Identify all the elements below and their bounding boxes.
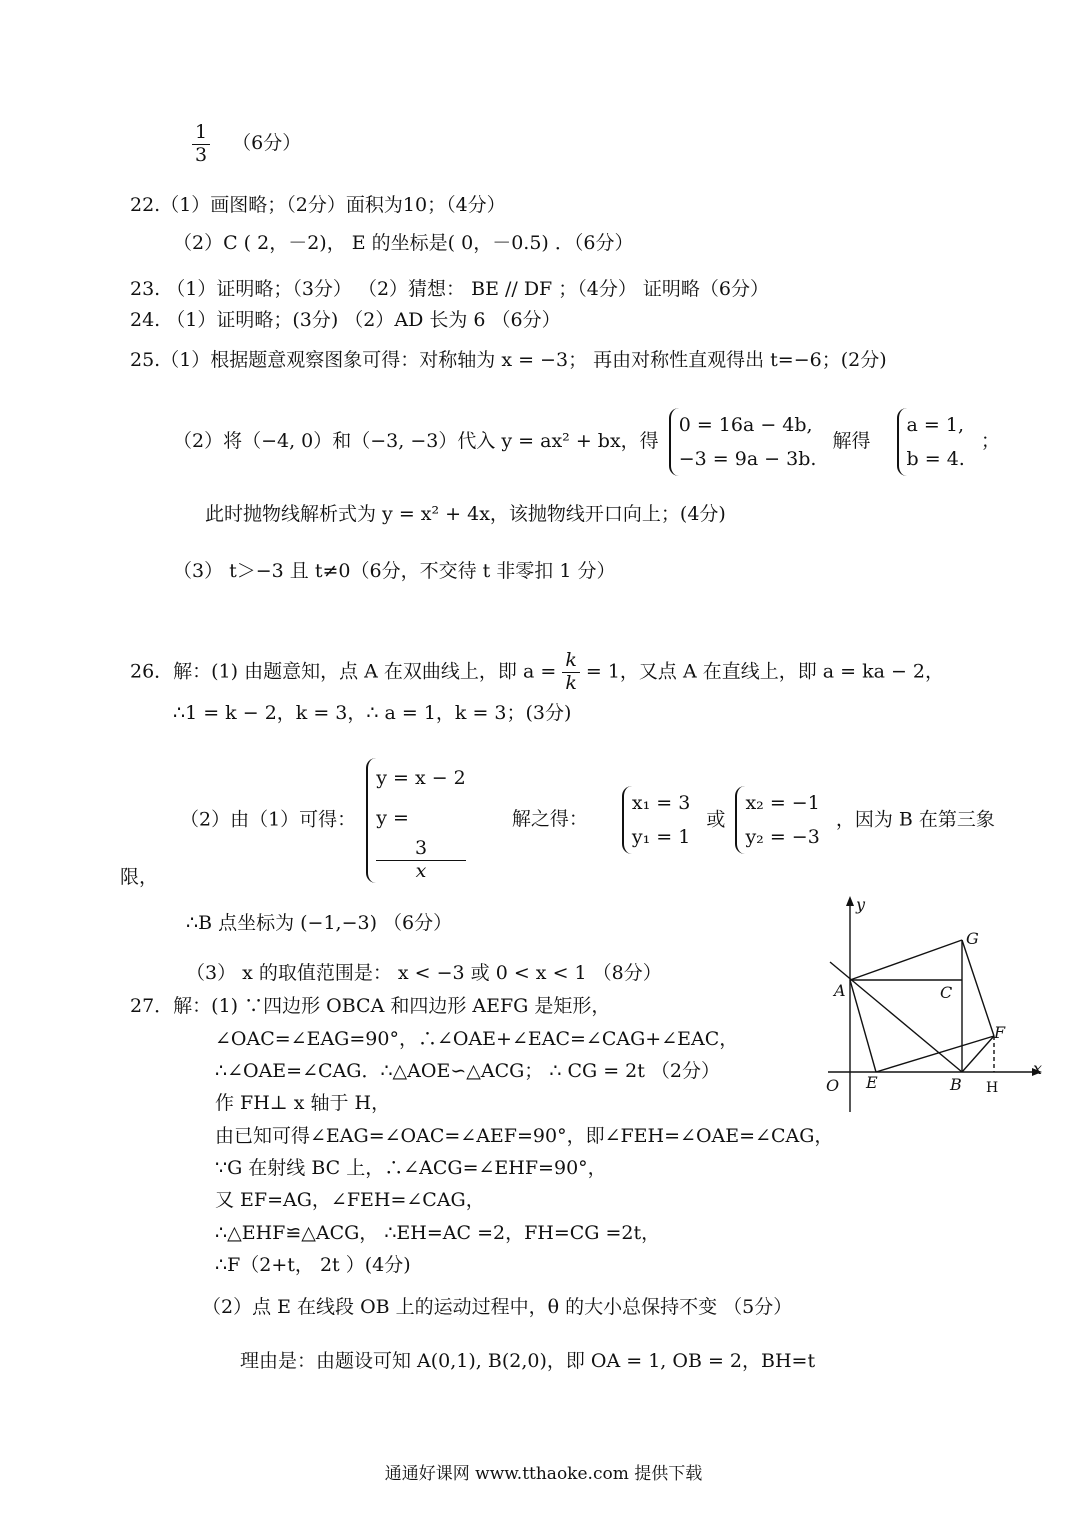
q25-sol-b: b = 4.: [906, 448, 965, 470]
q26-line1: [130, 650, 944, 695]
q27-line9: ∴F（2+t， 2t ）(4分): [215, 1254, 411, 1276]
q27-line2: ∠OAC=∠EAG=90°，∴∠OAE+∠EAC=∠CAG+∠EAC，: [215, 1028, 739, 1050]
y-arrow-icon: [846, 896, 854, 906]
q27-line5: 由已知可得∠EAG=∠OAC=∠AEF=90°，即∠FEH=∠OAE=∠CAG，: [215, 1125, 834, 1147]
q27-line6: ∵G 在射线 BC 上，∴∠ACG=∠EHF=90°，: [215, 1157, 607, 1179]
segment-FE: [876, 1036, 994, 1072]
label-A: A: [834, 981, 846, 1000]
label-H: H: [986, 1080, 999, 1096]
segment-GF: [962, 940, 994, 1036]
q26-line1-pre: 26．解：(1) 由题意知，点 A 在双曲线上，即 a =: [130, 660, 557, 683]
q26-line3-pre: （2）由（1）可得：: [180, 808, 357, 831]
q26-line3-post: ，因为 B 在第三象: [835, 808, 995, 831]
q25-line2-end: ；: [980, 430, 1000, 452]
q21-answer: [192, 122, 301, 167]
q25-line2-text: （2）将（−4, 0）和（−3, −3）代入 y = ax² + bx，得: [173, 430, 659, 452]
q27-line11: 理由是：由题设可知 A(0,1), B(2,0)，即 OA = 1, OB = 2，BH=t: [240, 1350, 816, 1372]
q27-line1: 27．解：(1) ∵四边形 OBCA 和四边形 AEFG 是矩形，: [130, 995, 611, 1017]
q26-line3: [180, 758, 995, 883]
q25-solve-label: 解得: [832, 430, 871, 452]
q25-line1: 25.（1）根据题意观察图象可得：对称轴为 x = −3； 再由对称性直观得出 t=−6；(2分): [130, 349, 887, 371]
q26-line4: 限，: [120, 866, 159, 888]
q26-equation-system: [366, 758, 472, 883]
fraction-k-over-k: $\frac{k}{k}$: [562, 650, 580, 695]
q25-eq-1: 0 = 16a − 4b,: [678, 414, 813, 436]
label-x: x: [1033, 1059, 1043, 1078]
q27-line8: ∴△EHF≌△ACG， ∴EH=AC =2，FH=CG =2t，: [215, 1222, 661, 1244]
q25-solution-system: [897, 408, 971, 476]
q25-equation-system: [669, 408, 823, 476]
q24-line: 24. （1）证明略；(3分) （2）AD 长为 6 （6分）: [130, 309, 561, 331]
q26-line5: ∴B 点坐标为 (−1,−3) （6分）: [186, 912, 453, 934]
q27-line4: 作 FH⊥ x 轴于 H，: [215, 1092, 391, 1114]
page-footer: 通通好课网 www.tthaoke.com 提供下载: [384, 1464, 703, 1484]
label-F: F: [994, 1023, 1006, 1042]
q25-sol-a: a = 1,: [906, 414, 965, 436]
q26-eq-2: y = 3 x: [376, 798, 466, 883]
fraction-one-third: $\frac{1}{3}$: [192, 122, 210, 167]
q27-line3: ∴∠OAE=∠CAG．∴△AOE∽△ACG； ∴ CG = 2t （2分）: [215, 1060, 721, 1082]
q26-line2: ∴1 = k − 2，k = 3，∴ a = 1，k = 3；(3分): [173, 702, 572, 724]
label-B: B: [950, 1075, 962, 1094]
q25-line3: 此时抛物线解析式为 y = x² + 4x，该抛物线开口向上；(4分): [205, 503, 726, 525]
segment-AG: [850, 940, 962, 980]
label-E: E: [866, 1073, 878, 1092]
q22-line2: （2）C ( 2，－2)， E 的坐标是( 0，－0.5) ．（6分）: [173, 232, 634, 254]
q26-eq-1: y = x − 2: [376, 767, 466, 789]
geometry-figure: [810, 892, 1050, 1117]
segment-EA: [850, 980, 876, 1072]
label-y: y: [856, 895, 866, 914]
q25-line4: （3） t＞−3 且 t≠0（6分，不交待 t 非零扣 1 分）: [173, 560, 616, 582]
q26-solve-label: 解之得：: [511, 808, 588, 831]
fraction-3-over-x: 3 x: [376, 838, 466, 883]
q26-solution-1: x₁ = 3 y₁ = 1: [622, 786, 696, 854]
q25-line2: [173, 408, 1000, 476]
q27-line7: 又 EF=AG，∠FEH=∠CAG，: [215, 1189, 485, 1211]
q23-line: 23. （1）证明略；（3分） （2）猜想： BE // DF ；（4分） 证明略（6分）: [130, 278, 769, 300]
q26-or: 或: [706, 808, 726, 831]
q25-eq-2: −3 = 9a − 3b.: [678, 448, 817, 470]
q26-line1-post: = 1，又点 A 在直线上，即 a = ka − 2，: [585, 660, 945, 683]
label-G: G: [966, 929, 979, 948]
q22-line1: 22.（1）画图略；（2分）面积为10；（4分）: [130, 194, 506, 216]
q26-solution-2: x₂ = −1 y₂ = −3: [735, 786, 825, 854]
q21-score: （6分）: [232, 132, 302, 155]
q26-line6: （3） x 的取值范围是： x < −3 或 0 < x < 1 （8分）: [186, 962, 662, 984]
q27-line10: （2）点 E 在线段 OB 上的运动过程中，θ 的大小总保持不变 （5分）: [202, 1296, 793, 1318]
label-C: C: [940, 983, 953, 1002]
label-O: O: [826, 1076, 840, 1095]
